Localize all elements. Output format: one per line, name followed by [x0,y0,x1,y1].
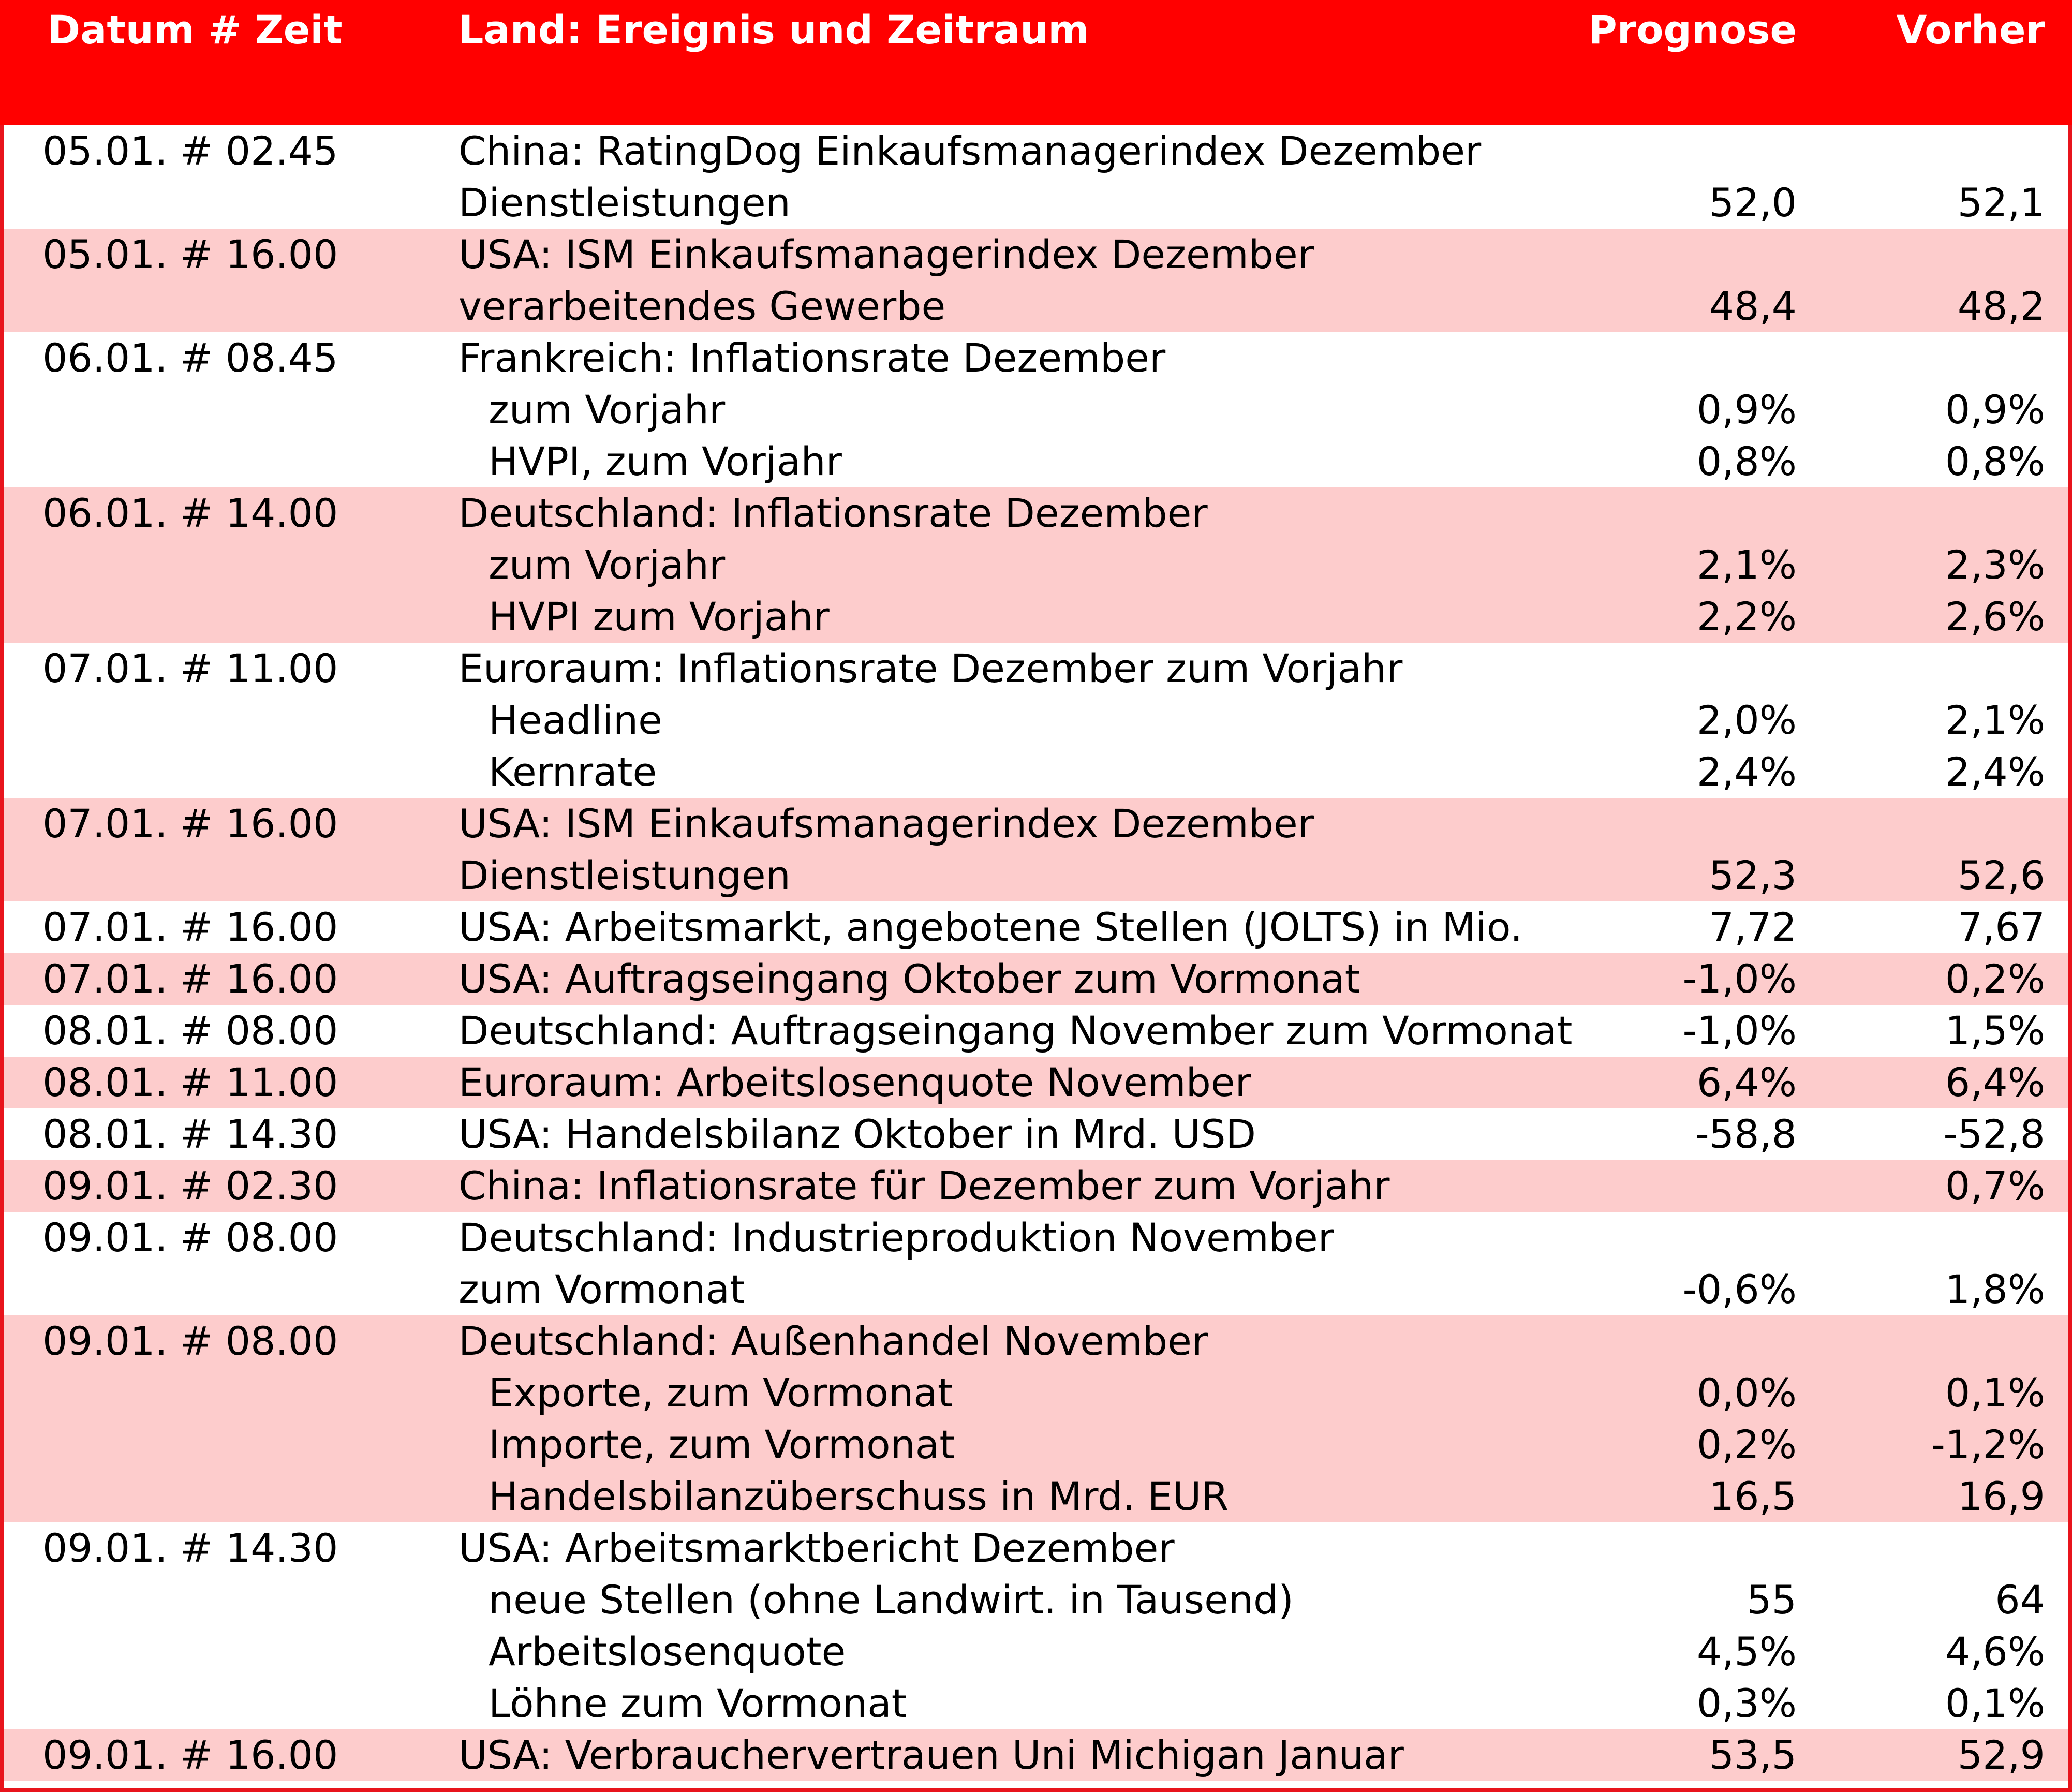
row-previous: 1,5% [1945,1008,2045,1054]
table-row [4,539,2068,591]
row-forecast: 2,0% [1696,697,1797,743]
row-event: Löhne zum Vormonat [489,1680,907,1726]
table-row [4,1367,2068,1419]
row-event: USA: ISM Einkaufsmanagerindex Dezember [458,231,1314,277]
table-row [4,384,2068,436]
table-row-group [4,643,2068,798]
row-event: Deutschland: Auftragseingang November zum Vormonat [458,1008,1573,1054]
header-event: Land: Ereignis und Zeitraum [458,7,1089,53]
row-event: zum Vorjahr [489,387,726,433]
row-previous: 52,1 [1957,180,2045,226]
row-date-time: 09.01. # 16.00 [42,1732,338,1778]
row-date-time: 06.01. # 08.45 [42,335,338,381]
row-forecast: 2,4% [1696,749,1797,795]
row-previous: 64 [1995,1577,2045,1623]
row-previous: 2,6% [1945,594,2045,640]
row-event: Euroraum: Inflationsrate Dezember zum Vorjahr [458,645,1403,691]
row-date-time: 06.01. # 14.00 [42,490,338,536]
table-row [4,332,2068,384]
table-row-group [4,1212,2068,1315]
table-row [4,1005,2068,1057]
row-event: Dienstleistungen [458,852,791,898]
table-row-group [4,229,2068,332]
row-event: China: RatingDog Einkaufsmanagerindex Dezember [458,128,1482,174]
header-forecast: Prognose [1588,7,1797,53]
table-row [4,1264,2068,1315]
row-date-time: 09.01. # 08.00 [42,1318,338,1364]
table-row [4,953,2068,1005]
table-row-group [4,1315,2068,1522]
row-previous: 48,2 [1957,283,2045,329]
row-event: USA: Handelsbilanz Oktober in Mrd. USD [458,1111,1256,1157]
row-event: China: Inflationsrate für Dezember zum Vorjahr [458,1163,1390,1209]
row-previous: -1,2% [1931,1421,2045,1468]
table-row [4,1574,2068,1626]
row-event: Dienstleistungen [458,180,791,226]
row-forecast: 53,5 [1709,1732,1797,1778]
header-date-time: Datum # Zeit [48,7,343,53]
row-forecast: -1,0% [1682,1008,1797,1054]
row-event: Frankreich: Inflationsrate Dezember [458,335,1166,381]
table-row-group [4,125,2068,229]
table-row-group [4,901,2068,953]
table-row [4,1315,2068,1367]
row-date-time: 05.01. # 16.00 [42,231,338,277]
row-date-time: 09.01. # 08.00 [42,1215,338,1261]
row-event: verarbeitendes Gewerbe [458,283,946,329]
row-previous: 52,6 [1957,852,2045,898]
row-forecast: 55 [1747,1577,1797,1623]
table-row [4,1471,2068,1522]
row-forecast: 2,1% [1696,542,1797,588]
table-row-group [4,798,2068,901]
table-row [4,798,2068,850]
row-event: Headline [489,697,662,743]
table-row [4,1522,2068,1574]
row-previous: 2,4% [1945,749,2045,795]
row-previous: 4,6% [1945,1628,2045,1675]
table-row-group [4,1057,2068,1108]
row-event: Deutschland: Industrieproduktion November [458,1215,1335,1261]
table-row [4,280,2068,332]
row-previous: 6,4% [1945,1059,2045,1105]
row-date-time: 07.01. # 11.00 [42,645,338,691]
table-row [4,1057,2068,1108]
table-row [4,436,2068,487]
table-header [0,0,2072,125]
row-forecast: 4,5% [1696,1628,1797,1675]
row-previous: 0,1% [1945,1680,2045,1726]
table-row [4,1729,2068,1781]
row-event: Exporte, zum Vormonat [489,1370,953,1416]
row-forecast: 0,3% [1696,1680,1797,1726]
row-event: USA: Arbeitsmarkt, angebotene Stellen (JOLTS) in Mio. [458,904,1523,950]
table-row-group [4,953,2068,1005]
row-forecast: 0,8% [1696,438,1797,484]
table-row-group [4,1729,2068,1781]
row-event: Importe, zum Vormonat [489,1421,955,1468]
row-event: HVPI, zum Vorjahr [489,438,842,484]
table-row-group [4,1005,2068,1057]
row-event: Handelsbilanzüberschuss in Mrd. EUR [489,1473,1229,1519]
table-row [4,177,2068,229]
header-previous: Vorher [1896,7,2045,53]
row-forecast: 0,2% [1696,1421,1797,1468]
table-row-group [4,1522,2068,1729]
row-date-time: 07.01. # 16.00 [42,801,338,847]
row-previous: 7,67 [1957,904,2045,950]
table-row [4,1160,2068,1212]
row-forecast: -1,0% [1682,956,1797,1002]
row-forecast: 0,0% [1696,1370,1797,1416]
row-forecast: 16,5 [1709,1473,1797,1519]
table-row [4,850,2068,901]
table-row [4,1626,2068,1678]
row-event: Deutschland: Außenhandel November [458,1318,1208,1364]
table-row [4,125,2068,177]
table-row [4,229,2068,280]
row-date-time: 09.01. # 02.30 [42,1163,338,1209]
row-previous: 2,3% [1945,542,2045,588]
row-forecast: 52,0 [1709,180,1797,226]
table-row [4,643,2068,694]
row-date-time: 09.01. # 14.30 [42,1525,338,1571]
row-date-time: 08.01. # 11.00 [42,1059,338,1105]
row-date-time: 05.01. # 02.45 [42,128,338,174]
row-previous: 0,9% [1945,387,2045,433]
row-previous: 1,8% [1945,1266,2045,1312]
row-forecast: -0,6% [1682,1266,1797,1312]
table-row [4,591,2068,643]
row-forecast: 6,4% [1696,1059,1797,1105]
row-event: Euroraum: Arbeitslosenquote November [458,1059,1251,1105]
table-row-group [4,1108,2068,1160]
row-date-time: 08.01. # 08.00 [42,1008,338,1054]
row-previous: 0,1% [1945,1370,2045,1416]
row-date-time: 07.01. # 16.00 [42,956,338,1002]
row-previous: 0,8% [1945,438,2045,484]
table-row [4,1678,2068,1729]
row-forecast: 2,2% [1696,594,1797,640]
row-date-time: 08.01. # 14.30 [42,1111,338,1157]
row-event: USA: ISM Einkaufsmanagerindex Dezember [458,801,1314,847]
row-forecast: 0,9% [1696,387,1797,433]
table-row [4,746,2068,798]
table-row-group [4,487,2068,643]
table-row [4,1419,2068,1471]
row-previous: 52,9 [1957,1732,2045,1778]
row-forecast: 48,4 [1709,283,1797,329]
table-row [4,901,2068,953]
row-event: USA: Arbeitsmarktbericht Dezember [458,1525,1175,1571]
row-previous: 16,9 [1957,1473,2045,1519]
table-row [4,1212,2068,1264]
row-forecast: -58,8 [1695,1111,1797,1157]
row-previous: 2,1% [1945,697,2045,743]
row-event: HVPI zum Vorjahr [489,594,830,640]
table-body [4,125,2068,1781]
row-event: Deutschland: Inflationsrate Dezember [458,490,1208,536]
row-event: neue Stellen (ohne Landwirt. in Tausend) [489,1577,1294,1623]
row-previous: 0,2% [1945,956,2045,1002]
table-row-group [4,1160,2068,1212]
row-previous: -52,8 [1943,1111,2045,1157]
row-event: Kernrate [489,749,657,795]
row-event: Arbeitslosenquote [489,1628,846,1675]
row-event: USA: Verbrauchervertrauen Uni Michigan Januar [458,1732,1404,1778]
table-row [4,487,2068,539]
row-forecast: 52,3 [1709,852,1797,898]
table-row-group [4,332,2068,487]
row-event: zum Vorjahr [489,542,726,588]
table-row [4,1108,2068,1160]
row-previous: 0,7% [1945,1163,2045,1209]
row-forecast: 7,72 [1709,904,1797,950]
row-event: zum Vormonat [458,1266,745,1312]
table-row [4,694,2068,746]
row-date-time: 07.01. # 16.00 [42,904,338,950]
row-event: USA: Auftragseingang Oktober zum Vormonat [458,956,1360,1002]
